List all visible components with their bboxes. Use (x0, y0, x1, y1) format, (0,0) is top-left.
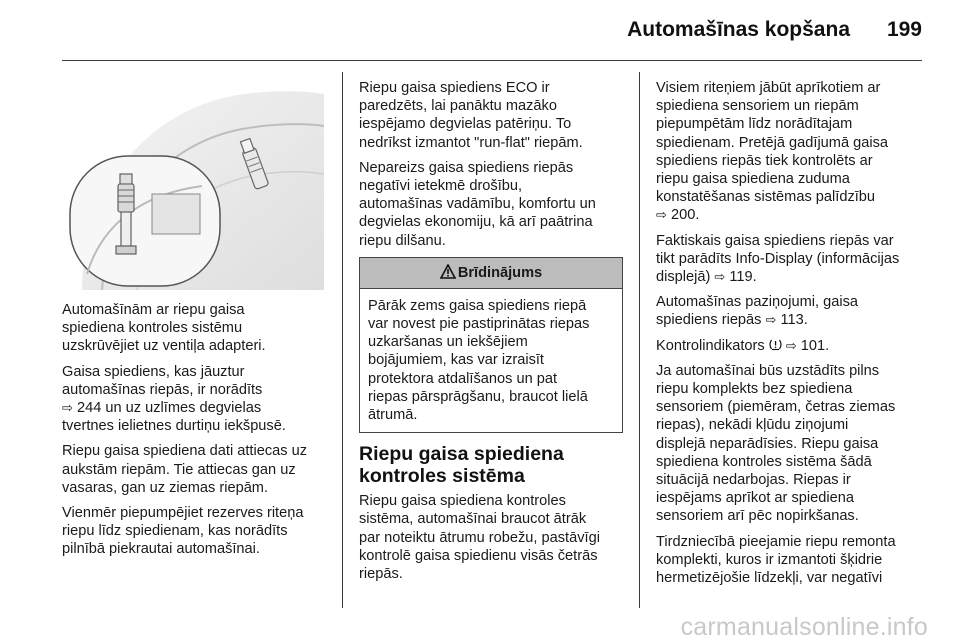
warning-box (359, 257, 623, 433)
page-reference-icon: ⇨ (656, 207, 667, 223)
warning-title: Brīdinājums (457, 264, 543, 281)
tire-valve-illustration (62, 74, 324, 290)
paragraph: Kontrolindikators ⇨ 101. (656, 337, 830, 354)
page-reference-icon: ⇨ (714, 269, 726, 285)
tire-valve-adapter-icon (62, 74, 324, 290)
paragraph: Ja automašīnai būs uzstādīts pilns riepu komplekts bez spiediena sensoriem (piemēram, četras ziemas riepas), nekādi kļūdu ziņojumi displejā neparādīsies. Riepu gaisa spiediena kontroles sistēma šādā situācijā nedarbojas. Riepas ir iespējams aprīkot ar spiediena sensoriem arī pēc nopirkšanas. (656, 362, 896, 525)
tire-pressure-warning-icon (769, 338, 782, 351)
column-divider-right (639, 72, 640, 608)
page-reference-icon: ⇨ (62, 400, 73, 416)
section-heading: Riepu gaisa spiediena kontroles sistēma (359, 443, 564, 488)
paragraph: Automašīnām ar riepu gaisa spiediena kontroles sistēmu uzskrūvējiet uz ventiļa adapteri. (62, 302, 266, 355)
paragraph: Gaisa spiediens, kas jāuztur automašīnas riepās, ir norādīts ⇨ 244 un uz uzlīmes degvielas tvertnes ielietnes durtiņu iekšpusē. (62, 363, 286, 435)
paragraph: Visiem riteņiem jābūt aprīkotiem ar spiediena sensoriem un riepām piepumpētām līdz norādītajam spiedienam. Pretējā gadījumā gaisa spiediens riepās tiek kontrolēts ar riepu gaisa spiediena zuduma konstatēšanas sistēmas palīdzību ⇨ 200. (656, 80, 889, 224)
warning-header (360, 258, 622, 289)
middle-column (359, 79, 631, 590)
warning-body: Pārāk zems gaisa spiediens riepā var novest pie pastiprinātas riepas uzkaršanas un iekšējiem bojājumiem, kas var izraisīt protektora atdalīšanos un pat riepas pārsprāgšanu, braucot lielā ātrumā. (368, 297, 590, 424)
page-number: 199 (886, 18, 922, 41)
left-column (62, 301, 334, 566)
page-reference-icon: ⇨ (785, 337, 797, 353)
paragraph: Riepu gaisa spiediena kontroles sistēma, automašīnai braucot ātrāk par noteiktu ātrumu robežu, pastāvīgi kontrolē gaisa spiedienu visās četrās riepās. (359, 493, 600, 583)
paragraph: Faktiskais gaisa spiediens riepās var tikt parādīts Info-Display (informācijas displejā) ⇨ 119. (656, 232, 900, 286)
paragraph: Tirdzniecībā pieejamie riepu remonta komplekti, kuros ir izmantoti šķidrie hermetizējošie līdzekļi, var negatīvi (656, 533, 896, 587)
paragraph: Nepareizs gaisa spiediens riepās negatīvi ietekmē drošību, automašīnas vadāmību, komfortu un degvielas ekonomiju, kā arī paātrina riepu dilšanu. (359, 159, 596, 249)
warning-triangle-icon (440, 264, 456, 279)
page-header-title: Automašīnas kopšana (627, 18, 850, 41)
header-rule (62, 60, 922, 61)
column-divider-left (342, 72, 343, 608)
page-reference-link[interactable]: 101. (800, 337, 830, 354)
paragraph: Riepu gaisa spiediens ECO ir paredzēts, lai panāktu mazāko iespējamo degvielas patēriņu. To nedrīkst izmantot "run-flat" riepām. (359, 80, 583, 151)
paragraph: Vienmēr piepumpējiet rezerves riteņa riepu līdz spiedienam, kas norādīts pilnībā piekrautai automašīnai. (62, 505, 304, 558)
watermark: carmanualsonline.info (680, 613, 928, 641)
paragraph: Riepu gaisa spiediena dati attiecas uz aukstām riepām. Tie attiecas gan uz vasaras, gan uz ziemas riepām. (62, 443, 308, 496)
page-reference-link[interactable]: 244 un uz uzlīmes degvielas (76, 400, 262, 417)
right-column (656, 79, 928, 594)
page-reference-link[interactable]: 113. (780, 312, 808, 329)
paragraph: Automašīnas paziņojumi, gaisa spiediens riepās ⇨ 113. (656, 294, 858, 329)
page-reference-icon: ⇨ (765, 312, 777, 328)
page-reference-link[interactable]: 119. (729, 269, 757, 286)
page-reference-link[interactable]: 200. (670, 207, 700, 224)
